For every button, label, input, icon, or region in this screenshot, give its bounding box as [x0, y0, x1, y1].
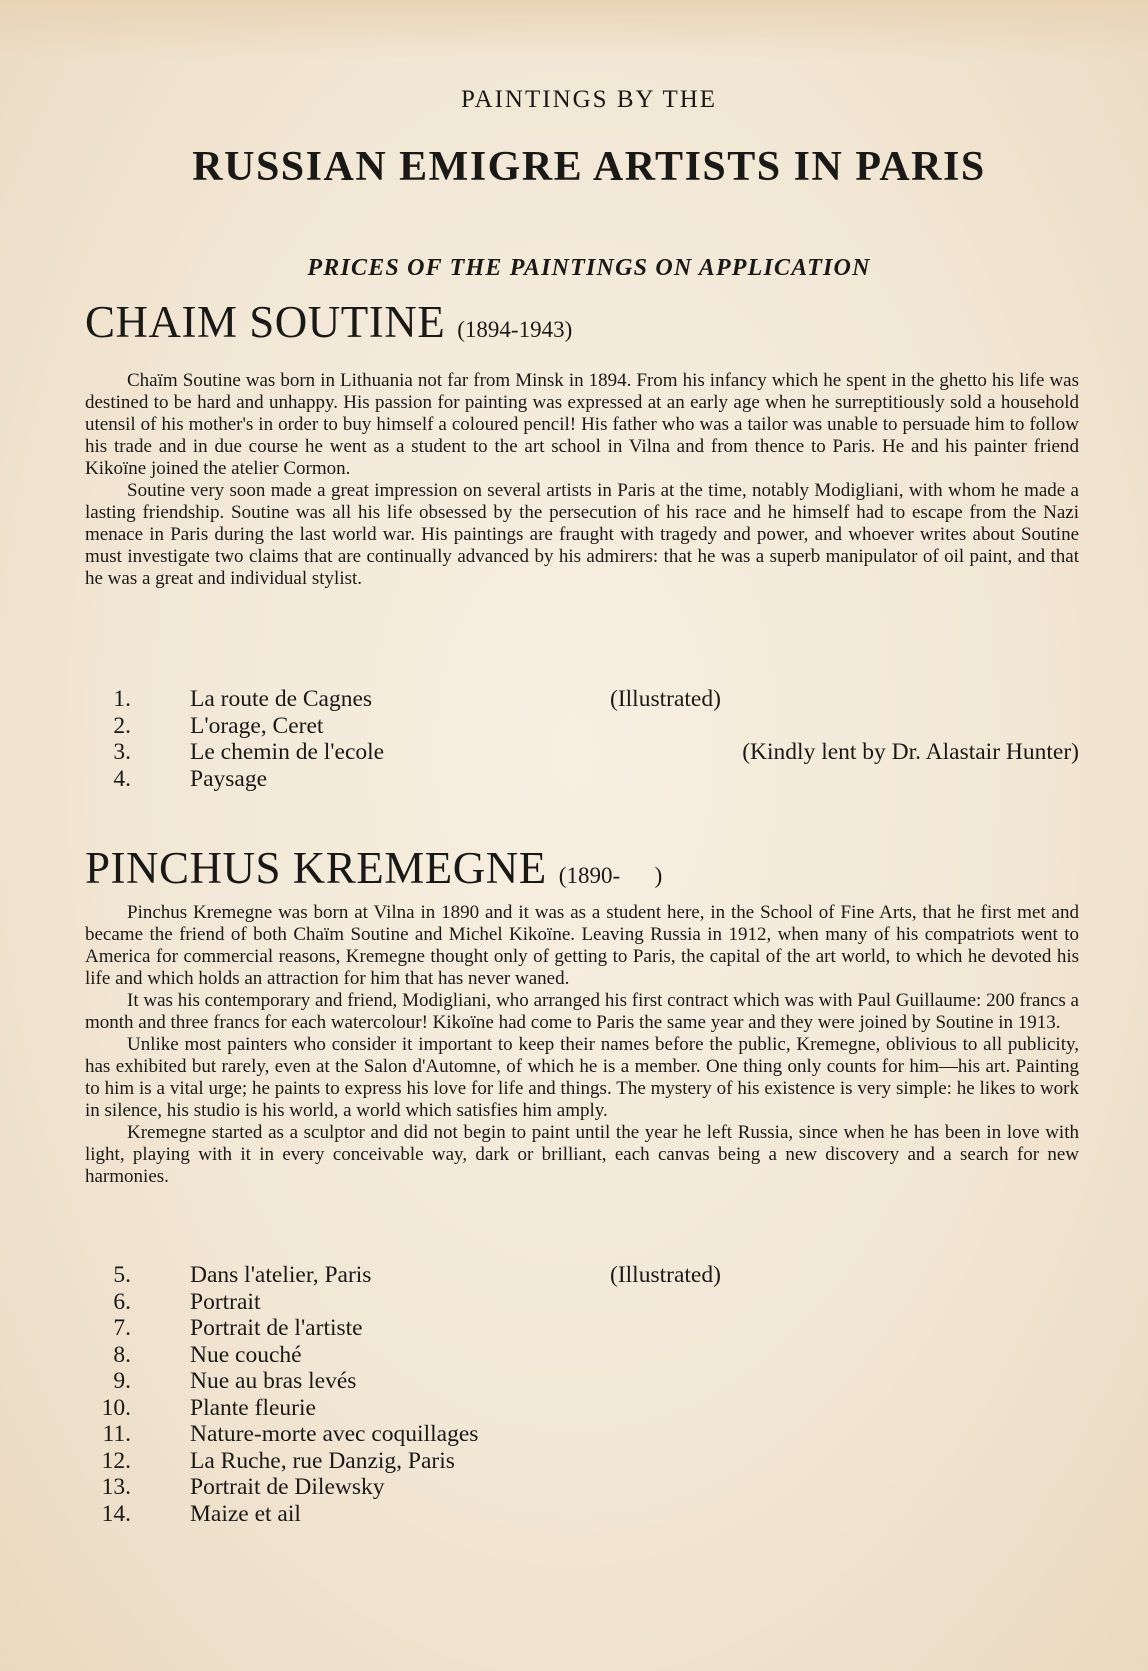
work-number: 6.	[113, 1288, 131, 1315]
work-note: (Illustrated)	[610, 686, 721, 712]
work-number: 2.	[113, 712, 131, 739]
work-number: 14.	[101, 1500, 131, 1527]
work-item	[85, 766, 1079, 793]
work-title: Portrait de l'artiste	[190, 1315, 363, 1341]
work-number: 11.	[102, 1421, 131, 1447]
soutine-biography	[85, 370, 1079, 590]
work-title: Nature-morte avec coquillages	[190, 1421, 479, 1447]
kicker-heading: PAINTINGS BY THE	[460, 86, 718, 113]
biography-paragraph: Soutine very soon made a great impression on several artists in Paris at the time, notably Modigliani, with whom he made a lasting friendship. Soutine was all his life obsessed by the persecution of his race and he himself had to escape from the Nazi menace in Paris during the last world war. His paintings are fraught with tragedy and power, and whoever writes about Soutine must investigate two claims that are continually advanced by his admirers: that he was a superb manipulator of oil paint, and that he was a great and individual stylist.	[85, 480, 1079, 589]
artist-dates: (1890- )	[558, 863, 663, 888]
work-number: 5.	[113, 1262, 131, 1288]
work-note: (Illustrated)	[610, 1262, 721, 1288]
work-number: 12.	[101, 1447, 131, 1474]
work-number: 13.	[101, 1474, 131, 1500]
work-item	[85, 1448, 1079, 1475]
work-item	[85, 1342, 1079, 1369]
work-title: Paysage	[190, 765, 268, 792]
work-title: La route de Cagnes	[190, 686, 373, 712]
work-title: Maize et ail	[190, 1500, 301, 1527]
work-item	[85, 1262, 1079, 1289]
kremegne-works-list	[85, 1262, 1079, 1527]
artist-name: CHAIM SOUTINE	[85, 297, 446, 347]
work-number: 4.	[113, 765, 131, 792]
artist-dates: (1894-1943)	[457, 317, 573, 342]
artist-heading-soutine	[85, 296, 572, 348]
biography-paragraph: Chaïm Soutine was born in Lithuania not far from Minsk in 1894. From his infancy which he spent in the ghetto his life was destined to be hard and unhappy. His passion for painting was expressed at an early age when he surreptitiously sold a household utensil of his mother's in order to buy himself a coloured pencil! His father who was a tailor was unable to persuade him to follow his trade and in due course he went as a student to the art school in Vilna and from thence to Paris. He and his painter friend Kikoïne joined the atelier Cormon.	[85, 370, 1079, 479]
work-title: Nue couché	[190, 1341, 302, 1368]
artist-heading-kremegne	[85, 842, 662, 894]
work-title: La Ruche, rue Danzig, Paris	[190, 1447, 455, 1474]
work-title: Plante fleurie	[190, 1394, 316, 1421]
work-number: 7.	[113, 1315, 131, 1341]
work-number: 3.	[113, 739, 131, 765]
work-number: 9.	[113, 1368, 131, 1394]
work-number: 1.	[113, 686, 131, 712]
work-item	[85, 713, 1079, 740]
biography-paragraph: Kremegne started as a sculptor and did not begin to paint until the year he left Russia, since when he has been in love with light, playing with it in every conceivable way, dark or brilliant, each canvas being a new discovery and a search for new harmonies.	[85, 1122, 1079, 1187]
work-item	[85, 1501, 1079, 1528]
work-item	[85, 1395, 1079, 1422]
artist-name: PINCHUS KREMEGNE	[85, 843, 547, 893]
biography-paragraph: It was his contemporary and friend, Modigliani, who arranged his first contract which was with Paul Guillaume: 200 francs a month and three francs for each watercolour! Kikoïne had come to Paris the same year and they were joined by Soutine in 1913.	[85, 990, 1079, 1033]
work-item	[85, 1368, 1079, 1395]
work-title: Nue au bras levés	[190, 1368, 357, 1394]
biography-paragraph: Pinchus Kremegne was born at Vilna in 1890 and it was as a student here, in the School of Fine Arts, that he first met and became the friend of both Chaïm Soutine and Michel Kikoïne. Leaving Russia in 1912, when many of his compatriots went to America for commercial reasons, Kremegne thought only of getting to Paris, the capital of the art world, to which he devoted his life and which holds an attraction for him that has never waned.	[85, 902, 1079, 989]
work-title: Portrait	[190, 1288, 261, 1315]
soutine-works-list	[85, 686, 1079, 792]
work-title: L'orage, Ceret	[190, 712, 324, 739]
work-title: Portrait de Dilewsky	[190, 1474, 385, 1500]
work-note: (Kindly lent by Dr. Alastair Hunter)	[742, 739, 1079, 765]
work-item	[85, 686, 1079, 713]
work-title: Dans l'atelier, Paris	[190, 1262, 372, 1288]
page-title: RUSSIAN EMIGRE ARTISTS IN PARIS	[192, 144, 986, 190]
work-item	[85, 1474, 1079, 1501]
work-item	[85, 1315, 1079, 1342]
kremegne-biography	[85, 902, 1079, 1188]
prices-note: PRICES OF THE PAINTINGS ON APPLICATION	[307, 255, 871, 281]
work-item	[85, 1421, 1079, 1448]
work-item	[85, 1289, 1079, 1316]
biography-paragraph: Unlike most painters who consider it important to keep their names before the public, Kremegne, oblivious to all publicity, has exhibited but rarely, even at the Salon d'Automne, of which he is a member. One thing only counts for him—his art. Painting to him is a vital urge; he paints to express his love for life and things. The mystery of his existence is very simple: he likes to work in silence, his studio is his world, a world which satisfies him amply.	[85, 1034, 1079, 1121]
work-number: 10.	[101, 1394, 131, 1421]
work-title: Le chemin de l'ecole	[190, 739, 385, 765]
work-number: 8.	[113, 1341, 131, 1368]
work-item	[85, 739, 1079, 766]
